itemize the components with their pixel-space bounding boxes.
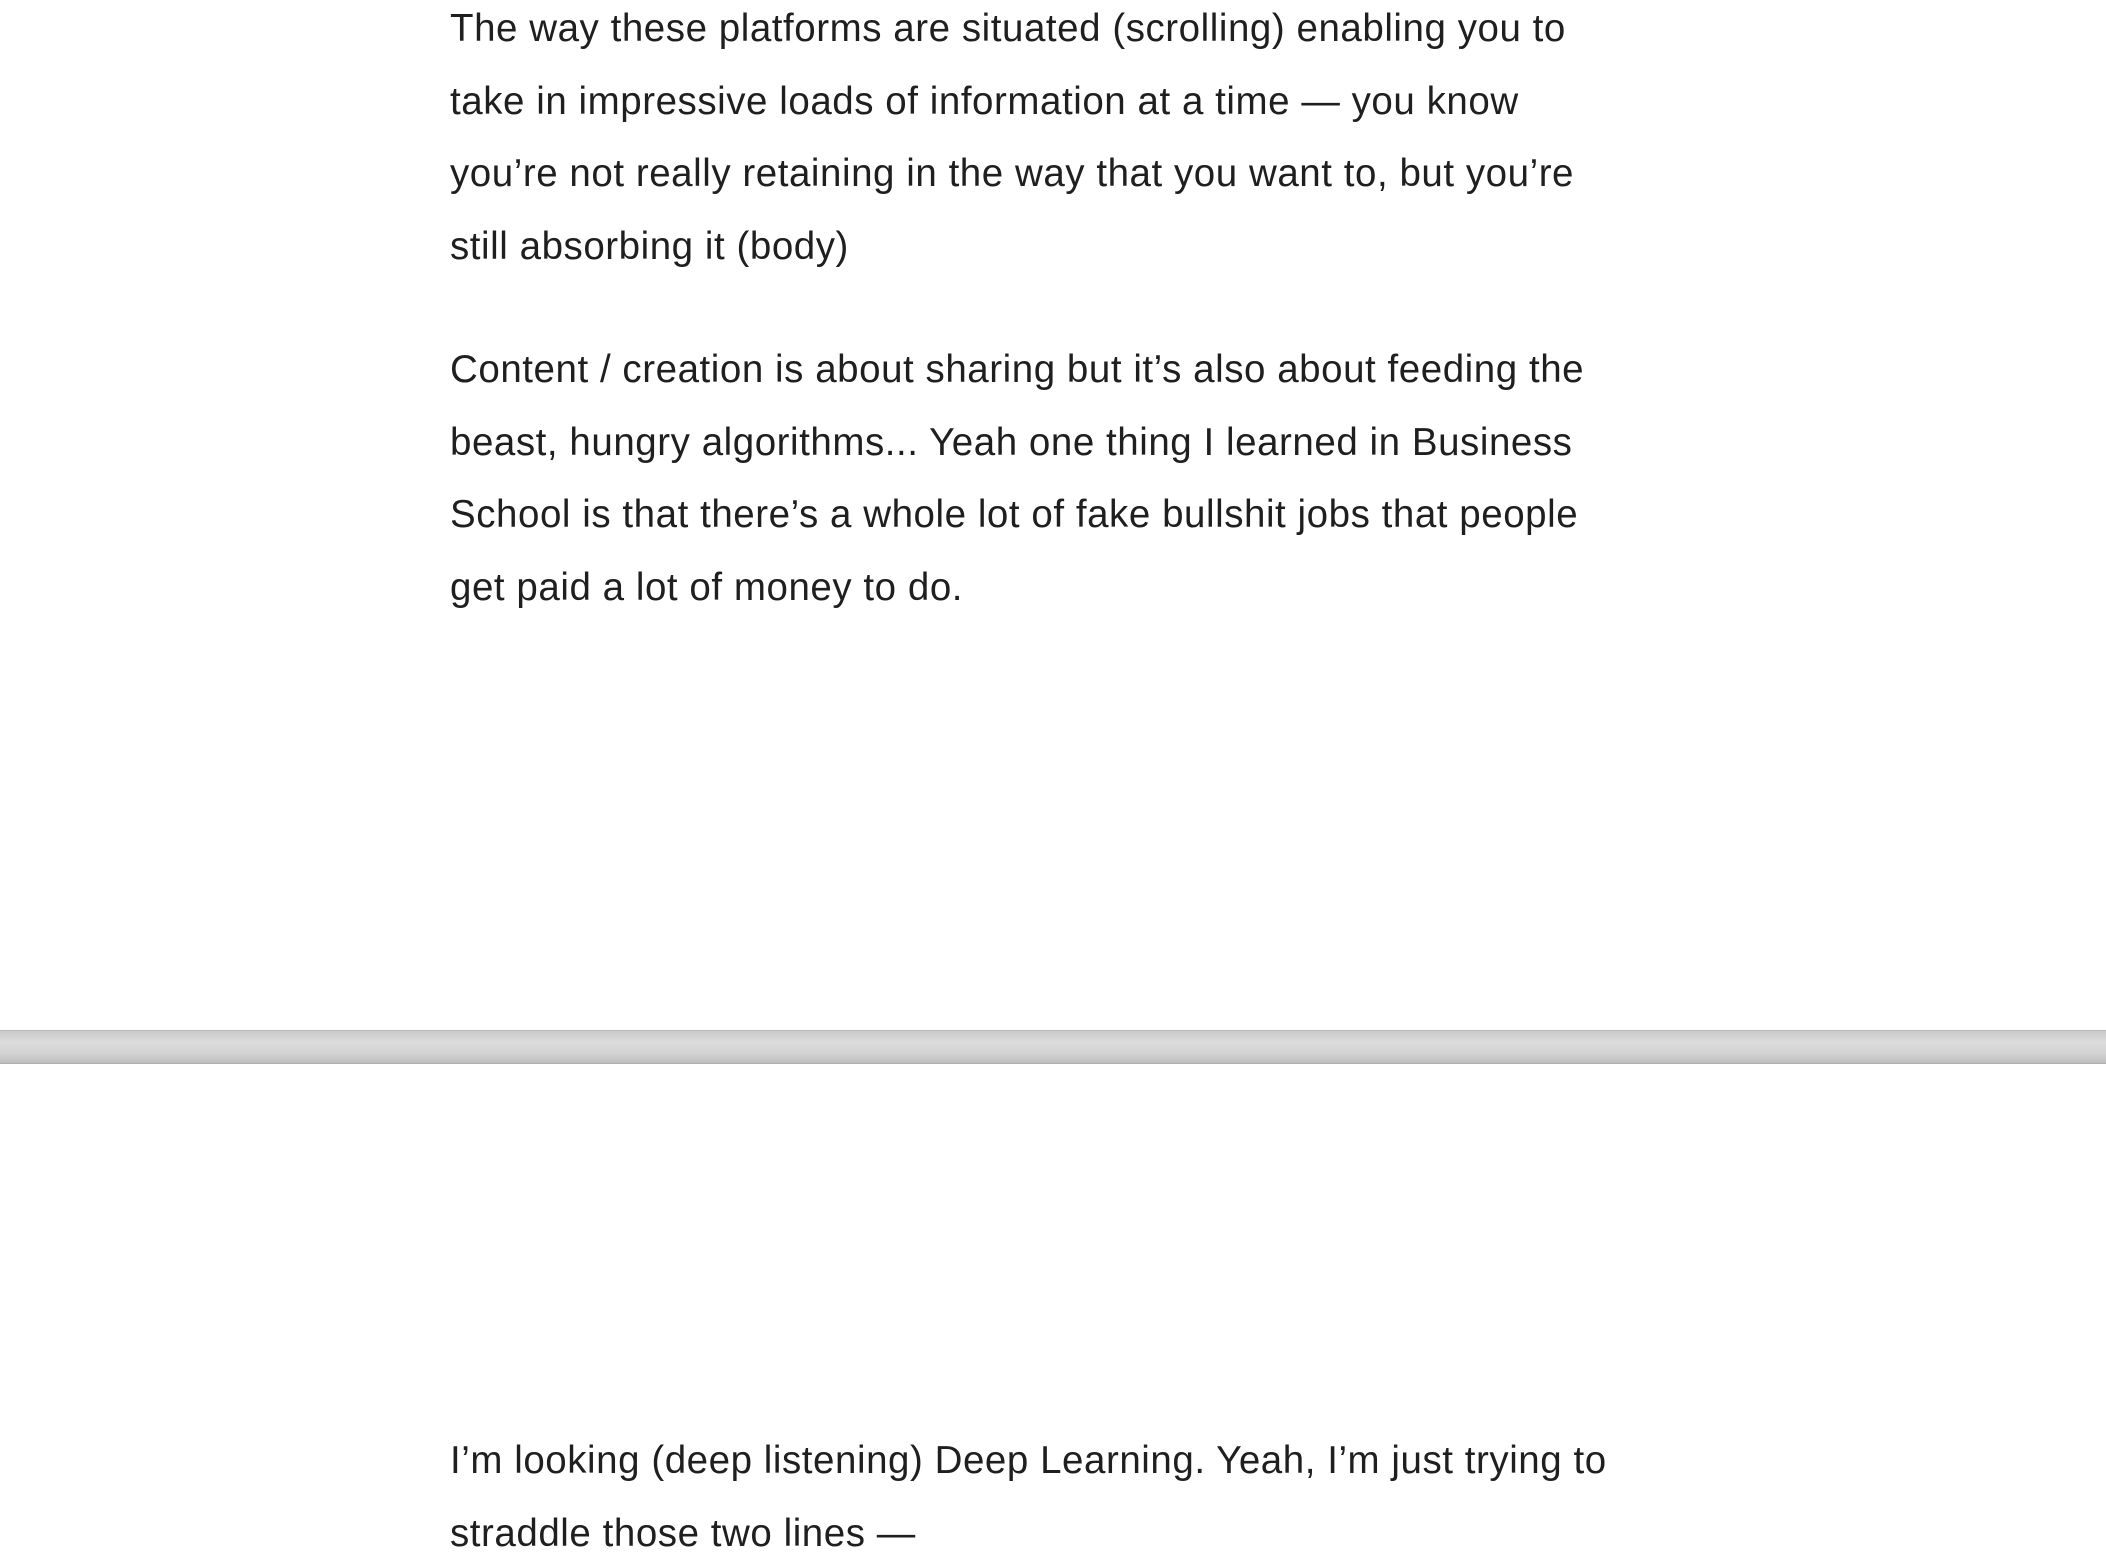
page-break-separator	[0, 1030, 2106, 1064]
paragraph-2	[450, 334, 1680, 624]
paragraph-1-line-3: you’re not really retaining in the way that you want to, but you’re	[450, 152, 1575, 195]
paragraph-2-line-2: beast, hungry algorithms... Yeah one thing I learned in Business	[450, 420, 1573, 464]
paragraph-1	[450, 0, 1680, 283]
paragraph-1-line-2: take in impressive loads of information at a time — you know	[450, 79, 1519, 123]
paragraph-2-line-3: School is that there’s a whole lot of fake bullshit jobs that people	[450, 493, 1579, 536]
paragraph-3-line-2: straddle those two lines —	[450, 1511, 916, 1552]
paragraph-1-line-4: still absorbing it (body)	[450, 224, 849, 268]
paragraph-2-line-4: get paid a lot of money to do.	[450, 565, 964, 609]
paragraph-3-line-1: I’m looking (deep listening) Deep Learning. Yeah, I’m just trying to	[450, 1439, 1607, 1482]
paragraph-2-line-1: Content / creation is about sharing but it’s also about feeding the	[450, 348, 1585, 391]
paragraph-3	[450, 1425, 1680, 1552]
paragraph-1-line-1: The way these platforms are situated (scrolling) enabling you to	[450, 7, 1566, 50]
